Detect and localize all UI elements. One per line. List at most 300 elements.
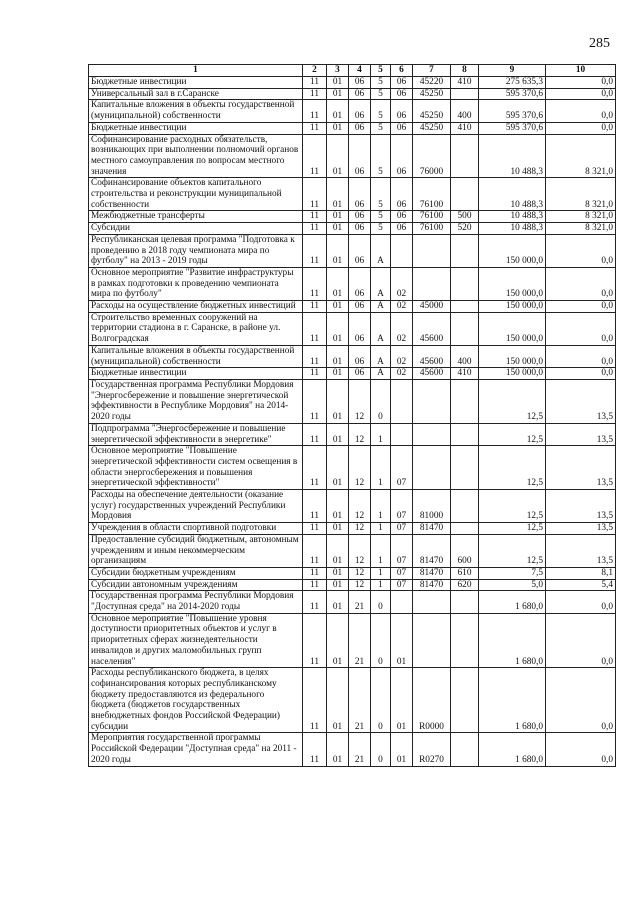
section-code: 11 [303, 267, 327, 300]
row-name: Универсальный зал в г.Саранске [89, 88, 303, 100]
activity-code: 06 [391, 134, 413, 178]
subsection-code: 01 [327, 77, 349, 89]
subsection-code: 01 [327, 613, 349, 668]
subprogram-code: 5 [371, 211, 391, 223]
column-header: 7 [413, 65, 451, 77]
subsection-code: 01 [327, 100, 349, 122]
activity-code: 06 [391, 122, 413, 134]
section-code: 11 [303, 312, 327, 345]
amount-year-1: 12,5 [479, 490, 546, 523]
direction-code [413, 234, 451, 267]
expense-type-code: 400 [451, 100, 479, 122]
activity-code: 06 [391, 77, 413, 89]
amount-year-2: 0,0 [546, 591, 616, 613]
column-header: 1 [89, 65, 303, 77]
program-code: 06 [349, 267, 371, 300]
expense-type-code [451, 490, 479, 523]
activity-code [391, 234, 413, 267]
activity-code: 02 [391, 345, 413, 367]
program-code: 06 [349, 211, 371, 223]
program-code: 06 [349, 301, 371, 313]
activity-code: 02 [391, 301, 413, 313]
table-header-row [89, 65, 616, 77]
amount-year-2: 0,0 [546, 613, 616, 668]
expense-type-code: 500 [451, 211, 479, 223]
activity-code: 07 [391, 534, 413, 567]
direction-code: 45600 [413, 368, 451, 380]
budget-table [88, 64, 616, 767]
section-code: 11 [303, 534, 327, 567]
column-header: 3 [327, 65, 349, 77]
subprogram-code: 0 [371, 591, 391, 613]
section-code: 11 [303, 100, 327, 122]
program-code: 06 [349, 223, 371, 235]
program-code: 12 [349, 423, 371, 445]
row-name: Подпрограмма "Энергосбережение и повышение энергетической эффективности в энергетике" [89, 423, 303, 445]
subprogram-code: А [371, 368, 391, 380]
section-code: 11 [303, 301, 327, 313]
row-name: Бюджетные инвестиции [89, 77, 303, 89]
activity-code: 02 [391, 267, 413, 300]
direction-code: 76100 [413, 223, 451, 235]
direction-code: 81470 [413, 567, 451, 579]
subsection-code: 01 [327, 523, 349, 535]
direction-code: 45000 [413, 301, 451, 313]
amount-year-1: 12,5 [479, 379, 546, 423]
program-code: 06 [349, 122, 371, 134]
activity-code: 06 [391, 100, 413, 122]
activity-code: 06 [391, 88, 413, 100]
column-header: 6 [391, 65, 413, 77]
program-code: 06 [349, 100, 371, 122]
direction-code: 45250 [413, 100, 451, 122]
amount-year-1: 10 488,3 [479, 134, 546, 178]
row-name: Республиканская целевая программа "Подготовка к проведению в 2018 году чемпионата мира по футболу" на 2013 - 2019 годы [89, 234, 303, 267]
amount-year-1: 5,0 [479, 579, 546, 591]
subprogram-code: 0 [371, 668, 391, 733]
subsection-code: 01 [327, 490, 349, 523]
column-header: 2 [303, 65, 327, 77]
amount-year-1: 10 488,3 [479, 211, 546, 223]
table-row [89, 591, 616, 613]
expense-type-code [451, 267, 479, 300]
expense-type-code [451, 446, 479, 490]
section-code: 11 [303, 379, 327, 423]
amount-year-1: 1 680,0 [479, 613, 546, 668]
activity-code [391, 379, 413, 423]
expense-type-code [451, 312, 479, 345]
amount-year-2: 0,0 [546, 77, 616, 89]
subsection-code: 01 [327, 223, 349, 235]
direction-code [413, 379, 451, 423]
table-row [89, 368, 616, 380]
amount-year-1: 12,5 [479, 534, 546, 567]
amount-year-2: 8 321,0 [546, 178, 616, 211]
direction-code: 81000 [413, 490, 451, 523]
activity-code: 02 [391, 312, 413, 345]
row-name: Субсидии автономным учреждениям [89, 579, 303, 591]
amount-year-1: 150 000,0 [479, 312, 546, 345]
column-header: 8 [451, 65, 479, 77]
program-code: 12 [349, 446, 371, 490]
subsection-code: 01 [327, 368, 349, 380]
activity-code: 07 [391, 523, 413, 535]
row-name: Основное мероприятие "Повышение энергетической эффективности систем освещения в области энергосбережения и повышения энергетической эффективности" [89, 446, 303, 490]
subprogram-code: 0 [371, 613, 391, 668]
activity-code: 07 [391, 579, 413, 591]
expense-type-code [451, 234, 479, 267]
column-header: 10 [546, 65, 616, 77]
table-row [89, 77, 616, 89]
program-code: 06 [349, 368, 371, 380]
amount-year-2: 0,0 [546, 312, 616, 345]
column-header: 9 [479, 65, 546, 77]
program-code: 06 [349, 134, 371, 178]
direction-code: R0270 [413, 733, 451, 766]
table-row [89, 490, 616, 523]
amount-year-2: 0,0 [546, 345, 616, 367]
subsection-code: 01 [327, 267, 349, 300]
row-name: Субсидии [89, 223, 303, 235]
subprogram-code: 1 [371, 567, 391, 579]
program-code: 12 [349, 379, 371, 423]
section-code: 11 [303, 88, 327, 100]
amount-year-2: 0,0 [546, 88, 616, 100]
amount-year-1: 150 000,0 [479, 267, 546, 300]
amount-year-2: 13,5 [546, 379, 616, 423]
amount-year-2: 8 321,0 [546, 211, 616, 223]
table-row [89, 733, 616, 766]
subsection-code: 01 [327, 668, 349, 733]
section-code: 11 [303, 733, 327, 766]
section-code: 11 [303, 223, 327, 235]
section-code: 11 [303, 613, 327, 668]
table-row [89, 567, 616, 579]
expense-type-code: 610 [451, 567, 479, 579]
expense-type-code [451, 668, 479, 733]
section-code: 11 [303, 579, 327, 591]
table-row [89, 446, 616, 490]
direction-code: 81470 [413, 579, 451, 591]
amount-year-1: 7,5 [479, 567, 546, 579]
table-row [89, 122, 616, 134]
table-row [89, 134, 616, 178]
subprogram-code: А [371, 267, 391, 300]
amount-year-2: 0,0 [546, 267, 616, 300]
expense-type-code [451, 301, 479, 313]
program-code: 12 [349, 523, 371, 535]
direction-code: 76100 [413, 211, 451, 223]
subprogram-code: 5 [371, 134, 391, 178]
table-row [89, 534, 616, 567]
section-code: 11 [303, 134, 327, 178]
subprogram-code: 1 [371, 579, 391, 591]
expense-type-code [451, 423, 479, 445]
table-row [89, 345, 616, 367]
amount-year-1: 150 000,0 [479, 301, 546, 313]
subsection-code: 01 [327, 567, 349, 579]
subprogram-code: 1 [371, 446, 391, 490]
direction-code [413, 423, 451, 445]
activity-code: 01 [391, 668, 413, 733]
activity-code: 06 [391, 223, 413, 235]
amount-year-2: 0,0 [546, 733, 616, 766]
amount-year-1: 150 000,0 [479, 345, 546, 367]
amount-year-2: 8,1 [546, 567, 616, 579]
activity-code: 07 [391, 446, 413, 490]
subprogram-code: 5 [371, 178, 391, 211]
table-row [89, 211, 616, 223]
section-code: 11 [303, 591, 327, 613]
activity-code [391, 591, 413, 613]
subsection-code: 01 [327, 446, 349, 490]
row-name: Капитальные вложения в объекты государственной (муниципальной) собственности [89, 345, 303, 367]
activity-code: 02 [391, 368, 413, 380]
subsection-code: 01 [327, 211, 349, 223]
row-name: Государственная программа Республики Мордовия "Доступная среда" на 2014-2020 годы [89, 591, 303, 613]
expense-type-code: 600 [451, 534, 479, 567]
subsection-code: 01 [327, 234, 349, 267]
section-code: 11 [303, 178, 327, 211]
subprogram-code: А [371, 312, 391, 345]
amount-year-1: 595 370,6 [479, 122, 546, 134]
amount-year-1: 10 488,3 [479, 178, 546, 211]
subsection-code: 01 [327, 423, 349, 445]
expense-type-code: 410 [451, 368, 479, 380]
amount-year-1: 10 488,3 [479, 223, 546, 235]
subprogram-code: 1 [371, 523, 391, 535]
subsection-code: 01 [327, 345, 349, 367]
program-code: 06 [349, 312, 371, 345]
section-code: 11 [303, 77, 327, 89]
section-code: 11 [303, 523, 327, 535]
row-name: Мероприятия государственной программы Российской Федерации "Доступная среда" на 2011 - 2020 годы [89, 733, 303, 766]
section-code: 11 [303, 668, 327, 733]
amount-year-2: 8 321,0 [546, 223, 616, 235]
table-row [89, 88, 616, 100]
activity-code: 06 [391, 178, 413, 211]
row-name: Межбюджетные трансферты [89, 211, 303, 223]
table-row [89, 301, 616, 313]
amount-year-1: 1 680,0 [479, 668, 546, 733]
amount-year-2: 5,4 [546, 579, 616, 591]
row-name: Расходы республиканского бюджета, в целях софинансирования которых республиканскому бюджету предоставляются из федерального бюджета (бюджетов государственных внебюджетных фондов Российской Федерации) субсидии [89, 668, 303, 733]
subsection-code: 01 [327, 534, 349, 567]
direction-code: 76100 [413, 178, 451, 211]
direction-code: 45600 [413, 345, 451, 367]
section-code: 11 [303, 490, 327, 523]
table-row [89, 579, 616, 591]
direction-code [413, 591, 451, 613]
amount-year-1: 12,5 [479, 446, 546, 490]
direction-code: 45250 [413, 88, 451, 100]
amount-year-2: 0,0 [546, 368, 616, 380]
amount-year-2: 0,0 [546, 100, 616, 122]
expense-type-code: 410 [451, 122, 479, 134]
table-row [89, 312, 616, 345]
row-name: Софинансирование расходных обязательств, возникающих при выполнении полномочий органов местного самоуправления по вопросам местного значения [89, 134, 303, 178]
amount-year-2: 0,0 [546, 234, 616, 267]
expense-type-code [451, 591, 479, 613]
program-code: 06 [349, 178, 371, 211]
amount-year-2: 0,0 [546, 668, 616, 733]
table-row [89, 668, 616, 733]
subprogram-code: 1 [371, 423, 391, 445]
amount-year-1: 12,5 [479, 423, 546, 445]
expense-type-code: 520 [451, 223, 479, 235]
section-code: 11 [303, 368, 327, 380]
program-code: 21 [349, 733, 371, 766]
activity-code: 07 [391, 490, 413, 523]
row-name: Учреждения в области спортивной подготовки [89, 523, 303, 535]
direction-code: 45250 [413, 122, 451, 134]
subsection-code: 01 [327, 733, 349, 766]
amount-year-1: 275 635,3 [479, 77, 546, 89]
direction-code: 81470 [413, 523, 451, 535]
subprogram-code: 5 [371, 122, 391, 134]
amount-year-1: 12,5 [479, 523, 546, 535]
expense-type-code: 620 [451, 579, 479, 591]
section-code: 11 [303, 446, 327, 490]
row-name: Софинансирование объектов капитального строительства и реконструкции муниципальной собственности [89, 178, 303, 211]
program-code: 06 [349, 345, 371, 367]
expense-type-code [451, 733, 479, 766]
amount-year-2: 8 321,0 [546, 134, 616, 178]
subsection-code: 01 [327, 312, 349, 345]
row-name: Предоставление субсидий бюджетным, автономным учреждениям и иным некоммерческим организациям [89, 534, 303, 567]
program-code: 06 [349, 77, 371, 89]
table-row [89, 100, 616, 122]
activity-code [391, 423, 413, 445]
direction-code: 45220 [413, 77, 451, 89]
subprogram-code: 5 [371, 100, 391, 122]
activity-code: 01 [391, 613, 413, 668]
row-name: Основное мероприятие "Повышение уровня доступности приоритетных объектов и услуг в приоритетных сферах жизнедеятельности инвалидов и других маломобильных групп населения" [89, 613, 303, 668]
activity-code: 06 [391, 211, 413, 223]
program-code: 06 [349, 234, 371, 267]
subprogram-code: А [371, 234, 391, 267]
amount-year-2: 13,5 [546, 534, 616, 567]
expense-type-code [451, 523, 479, 535]
expense-type-code [451, 88, 479, 100]
amount-year-2: 0,0 [546, 122, 616, 134]
table-row [89, 523, 616, 535]
subsection-code: 01 [327, 379, 349, 423]
subsection-code: 01 [327, 134, 349, 178]
subsection-code: 01 [327, 88, 349, 100]
amount-year-1: 1 680,0 [479, 591, 546, 613]
expense-type-code [451, 613, 479, 668]
row-name: Основное мероприятие "Развитие инфраструктуры в рамках подготовки к проведению чемпионата мира по футболу" [89, 267, 303, 300]
column-header: 5 [371, 65, 391, 77]
subprogram-code: А [371, 345, 391, 367]
subsection-code: 01 [327, 591, 349, 613]
subprogram-code: 0 [371, 379, 391, 423]
amount-year-2: 13,5 [546, 423, 616, 445]
section-code: 11 [303, 234, 327, 267]
row-name: Капитальные вложения в объекты государственной (муниципальной) собственности [89, 100, 303, 122]
row-name: Субсидии бюджетным учреждениям [89, 567, 303, 579]
amount-year-1: 595 370,6 [479, 88, 546, 100]
section-code: 11 [303, 567, 327, 579]
subprogram-code: 1 [371, 490, 391, 523]
program-code: 12 [349, 579, 371, 591]
direction-code: 81470 [413, 534, 451, 567]
table-row [89, 613, 616, 668]
amount-year-2: 13,5 [546, 523, 616, 535]
subsection-code: 01 [327, 122, 349, 134]
table-row [89, 234, 616, 267]
program-code: 12 [349, 534, 371, 567]
activity-code: 07 [391, 567, 413, 579]
table-body [89, 77, 616, 767]
row-name: Расходы на обеспечение деятельности (оказание услуг) государственных учреждений Республики Мордовия [89, 490, 303, 523]
program-code: 21 [349, 613, 371, 668]
expense-type-code [451, 379, 479, 423]
subprogram-code: 1 [371, 534, 391, 567]
subprogram-code: А [371, 301, 391, 313]
direction-code: 76000 [413, 134, 451, 178]
subsection-code: 01 [327, 301, 349, 313]
program-code: 12 [349, 567, 371, 579]
table-row [89, 178, 616, 211]
amount-year-2: 13,5 [546, 446, 616, 490]
subprogram-code: 5 [371, 88, 391, 100]
table-row [89, 223, 616, 235]
program-code: 12 [349, 490, 371, 523]
row-name: Государственная программа Республики Мордовия "Энергосбережение и повышение энергетической эффективности в Республике Мордовия" на 2014-2020 годы [89, 379, 303, 423]
section-code: 11 [303, 423, 327, 445]
table-row [89, 423, 616, 445]
row-name: Бюджетные инвестиции [89, 122, 303, 134]
amount-year-1: 1 680,0 [479, 733, 546, 766]
expense-type-code [451, 134, 479, 178]
column-header: 4 [349, 65, 371, 77]
subprogram-code: 5 [371, 223, 391, 235]
section-code: 11 [303, 345, 327, 367]
subsection-code: 01 [327, 178, 349, 211]
program-code: 06 [349, 88, 371, 100]
amount-year-1: 150 000,0 [479, 234, 546, 267]
subprogram-code: 0 [371, 733, 391, 766]
table-row [89, 267, 616, 300]
subsection-code: 01 [327, 579, 349, 591]
section-code: 11 [303, 122, 327, 134]
direction-code: 45600 [413, 312, 451, 345]
amount-year-2: 0,0 [546, 301, 616, 313]
row-name: Строительство временных сооружений на территории стадиона в г. Саранске, в районе ул. Волгоградская [89, 312, 303, 345]
subprogram-code: 5 [371, 77, 391, 89]
table-row [89, 379, 616, 423]
amount-year-1: 595 370,6 [479, 100, 546, 122]
section-code: 11 [303, 211, 327, 223]
amount-year-1: 150 000,0 [479, 368, 546, 380]
program-code: 21 [349, 591, 371, 613]
expense-type-code: 410 [451, 77, 479, 89]
page-number: 285 [589, 36, 610, 51]
direction-code: R0000 [413, 668, 451, 733]
row-name: Расходы на осуществление бюджетных инвестиций [89, 301, 303, 313]
direction-code [413, 613, 451, 668]
activity-code: 01 [391, 733, 413, 766]
expense-type-code [451, 178, 479, 211]
direction-code [413, 267, 451, 300]
program-code: 21 [349, 668, 371, 733]
amount-year-2: 13,5 [546, 490, 616, 523]
row-name: Бюджетные инвестиции [89, 368, 303, 380]
direction-code [413, 446, 451, 490]
expense-type-code: 400 [451, 345, 479, 367]
